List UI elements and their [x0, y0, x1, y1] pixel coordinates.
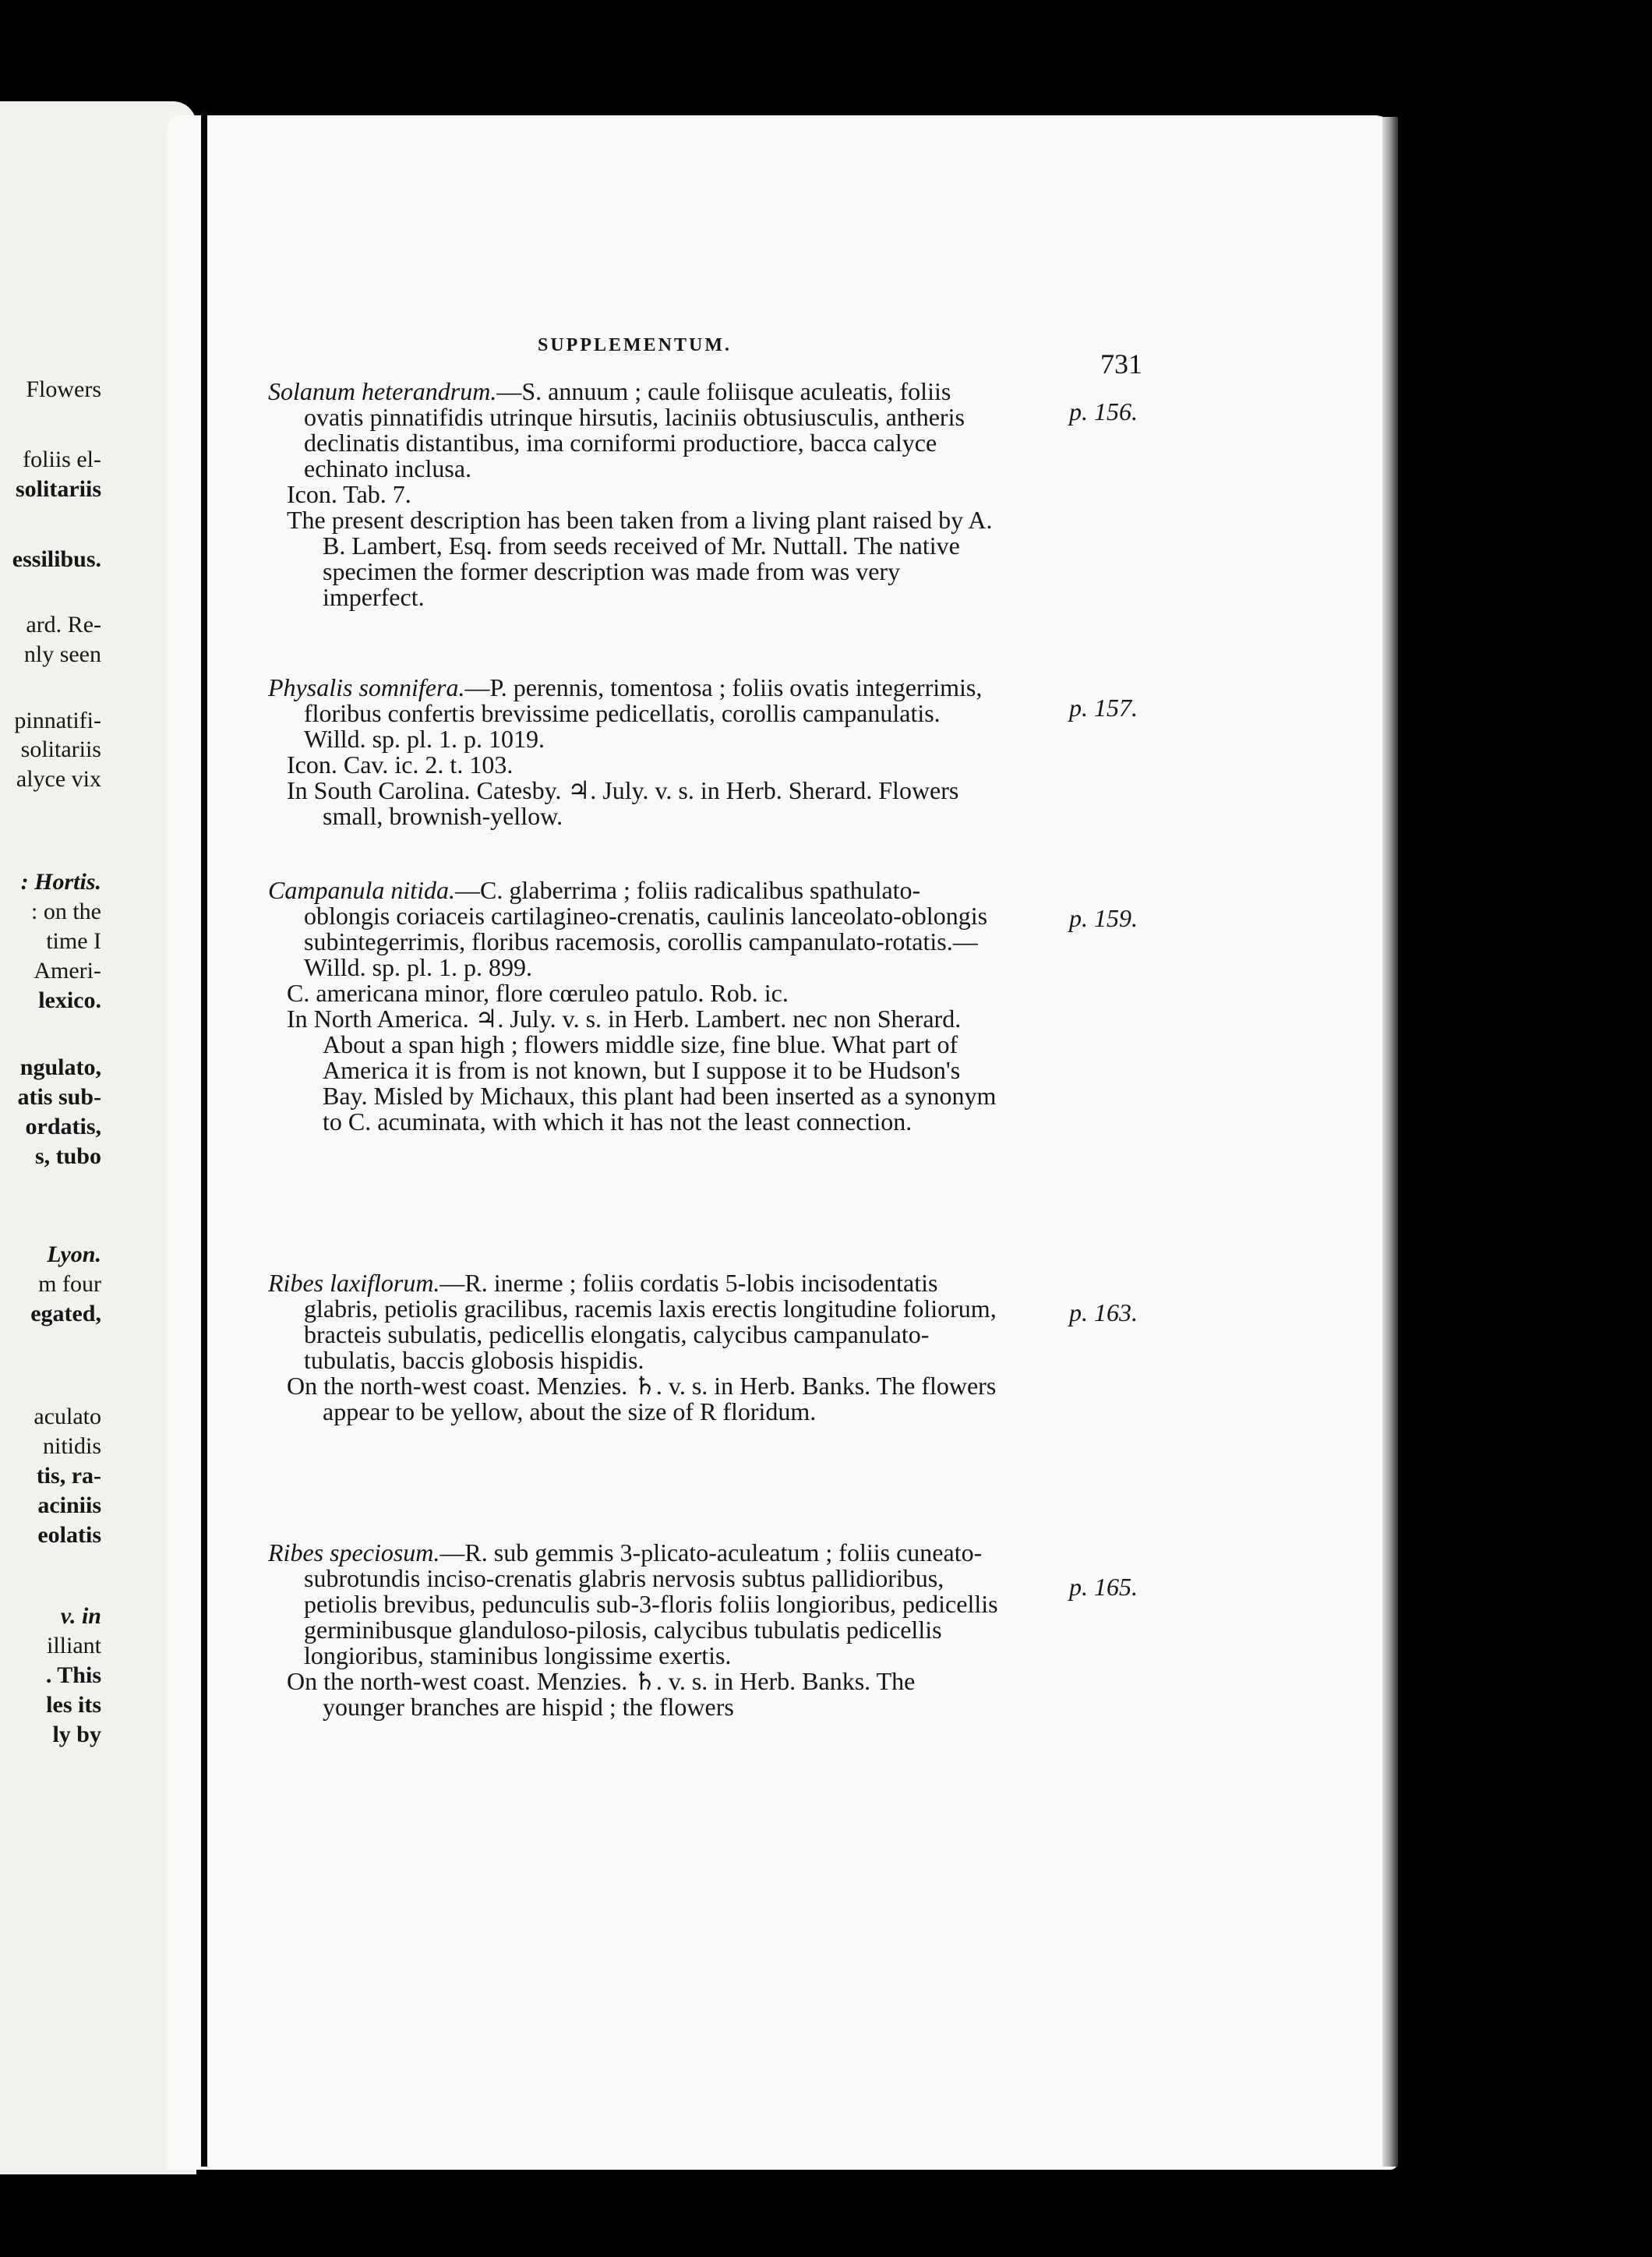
left-fragment: ordatis,: [25, 1114, 101, 1139]
taxon-name: Physalis somnifera.: [268, 673, 465, 701]
page-ref: p. 157.: [1069, 694, 1138, 722]
left-fragment: nly seen: [23, 641, 101, 667]
entry-notes: On the north-west coast. Menzies. ♄. v. s. in Herb. Banks. The flowers appear to be yellow, about the size of R floridum.: [287, 1372, 997, 1425]
left-fragment: solitariis: [16, 476, 101, 502]
left-fragment: solitariis: [20, 736, 101, 762]
left-fragment: egated,: [30, 1301, 101, 1326]
left-fragment: time I: [46, 928, 101, 954]
left-fragment: alyce vix: [16, 766, 101, 792]
description-text: —R. inerme ; foliis cordatis 5-lobis incisodentatis glabris, petiolis gracilibus, racemis laxis erectis longitudine foliorum, bracteis subulatis, pedicellis elongatis, calycibus campanulato-tubulatis, baccis globosis hispidis.: [304, 1269, 997, 1374]
left-fragment: ard. Re-: [26, 612, 101, 638]
entry-ribes-speciosum: [268, 1540, 1001, 1720]
entry-notes: On the north-west coast. Menzies. ♄. v. s. in Herb. Banks. The younger branches are hispid ; the flowers: [287, 1667, 916, 1721]
left-fragment: les its: [46, 1692, 101, 1718]
left-fragment: aculato: [34, 1404, 101, 1429]
left-fragment: m four: [38, 1271, 101, 1297]
entry-icon-ref: Icon. Cav. ic. 2. t. 103.: [287, 751, 514, 779]
entry-ribes-laxiflorum: [268, 1270, 1001, 1425]
left-fragment: . This: [45, 1662, 101, 1688]
description-text: —S. annuum ; caule foliisque aculeatis, foliis ovatis pinnatifidis utrinque hirsutis, laciniis obtusiusculis, antheris declinatis distantibus, ima corniformi productiore, bacca calyce echinato inclusa.: [304, 377, 965, 482]
description-text: —R. sub gemmis 3-plicato-aculeatum ; foliis cuneato-subrotundis inciso-crenatis glabris nervosis subtus pallidioribus, petiolis brevibus, pedunculis sub-3-floris foliis longioribus, pedicellis germinibusque glanduloso-pilosis, calycibus tubulatis pedicellis longioribus, staminibus longissime exertis.: [304, 1538, 998, 1669]
entry-icon-ref: Icon. Tab. 7.: [287, 480, 411, 508]
left-fragment: eolatis: [37, 1522, 101, 1548]
description-text: —P. perennis, tomentosa ; foliis ovatis integerrimis, floribus confertis brevissime pedicellatis, corollis campanulatis. Willd. sp. pl. 1. p. 1019.: [304, 673, 983, 753]
page-ref: p. 156.: [1069, 397, 1138, 426]
entry-description: [268, 1540, 1001, 1669]
entry-synonym: C. americana minor, flore cœruleo patulo. Rob. ic.: [287, 979, 789, 1007]
taxon-name: Ribes laxiflorum.: [268, 1269, 440, 1297]
taxon-name: Solanum heterandrum.: [268, 377, 497, 405]
page-ref: p. 163.: [1069, 1298, 1138, 1326]
entry-description: [268, 878, 1001, 980]
page-ref: p. 165.: [1069, 1573, 1138, 1601]
entry-campanula: [268, 878, 1001, 1135]
entry-notes: In South Carolina. Catesby. ♃. July. v. s. in Herb. Sherard. Flowers small, brownish-yellow.: [287, 776, 959, 830]
running-header: SUPPLEMENTUM.: [538, 335, 732, 355]
left-fragment: pinnatifi-: [14, 708, 101, 733]
left-fragment: lexico.: [38, 987, 101, 1013]
left-fragment: nitidis: [42, 1433, 101, 1459]
page-number: 731: [1100, 348, 1142, 380]
left-fragment: foliis el-: [23, 447, 101, 472]
page-ref: p. 159.: [1069, 904, 1138, 932]
left-fragment: Flowers: [26, 376, 101, 402]
left-fragment: tis, ra-: [36, 1463, 101, 1489]
page-edge: [1382, 117, 1398, 2167]
entry-solanum: [268, 379, 1001, 610]
entry-description: [268, 379, 1001, 482]
description-text: —C. glaberrima ; foliis radicalibus spathulato-oblongis coriaceis cartilagineo-crenatis, caulinis lanceolato-oblongis subintegerrimis, floribus racemosis, corollis campanulato-rotatis.— Willd. sp. pl. 1. p. 899.: [304, 876, 988, 981]
left-fragment: atis sub-: [17, 1084, 101, 1110]
entry-physalis: [268, 675, 1001, 829]
left-fragment: ngulato,: [19, 1054, 101, 1080]
left-fragment: aciniis: [37, 1492, 101, 1518]
left-fragment: Lyon.: [47, 1242, 101, 1267]
left-fragment: essilibus.: [12, 546, 101, 572]
taxon-name: Campanula nitida.: [268, 876, 456, 904]
gutter-line: [201, 109, 207, 2167]
entry-description: [268, 1270, 1001, 1373]
taxon-name: Ribes speciosum.: [268, 1538, 440, 1566]
left-fragment: : on the: [31, 899, 101, 924]
left-fragment: s, tubo: [34, 1143, 101, 1169]
left-fragment: Ameri-: [34, 958, 101, 984]
entry-notes: The present description has been taken from a living plant raised by A. B. Lambert, Esq. from seeds received of Mr. Nuttall. The native specimen the former description was made from was very imperfect.: [287, 506, 993, 611]
left-fragment: : Hortis.: [20, 869, 101, 895]
left-fragment: v. in: [60, 1603, 101, 1629]
entry-notes: In North America. ♃. July. v. s. in Herb. Lambert. nec non Sherard. About a span high ; flowers middle size, fine blue. What part of America it is from is not known, but I suppose it to be Hudson's Bay. Misled by Michaux, this plant had been inserted as a synonym to C. acuminata, with which it has not the least connection.: [287, 1005, 997, 1136]
left-fragment: ly by: [52, 1722, 101, 1747]
entry-description: [268, 675, 1001, 752]
left-fragment: illiant: [47, 1633, 101, 1658]
